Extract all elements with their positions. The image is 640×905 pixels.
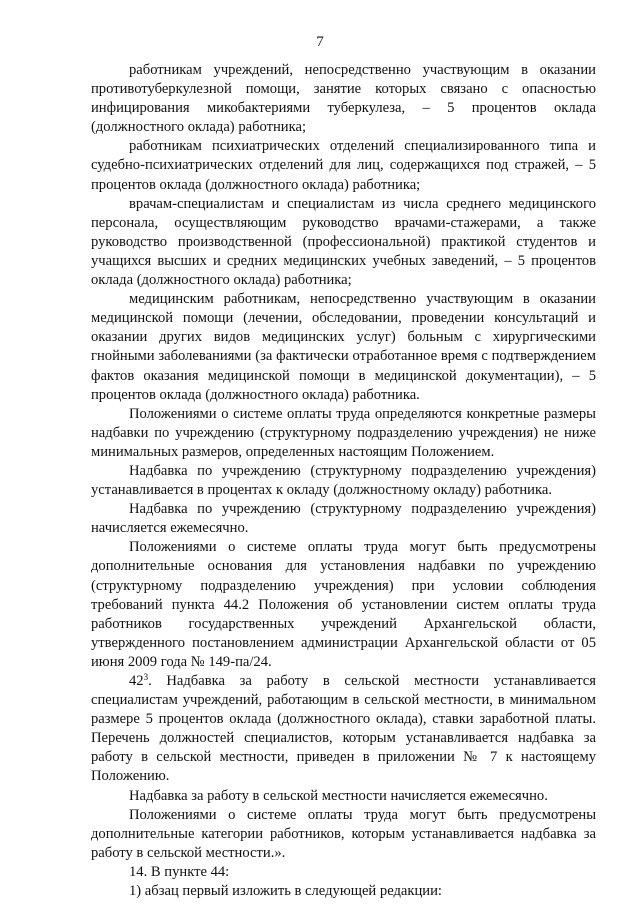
paragraph-item-14: 14. В пункте 44:	[129, 863, 230, 880]
paragraph-item-42-3	[91, 672, 596, 787]
paragraph-rural-monthly: Надбавка за работу в сельской местности начисляется ежемесячно.	[129, 787, 548, 804]
item-number: 42	[129, 673, 144, 689]
paragraph-surgical-staff: медицинским работникам, непосредственно участвующим в оказании медицинской помощи (лечении, обследовании, проведении консультаций и оказании других видов медицинских услуг) больным с хирургическими гнойными заболеваниями (за фактически отработанное время с подтверждением фактов оказания медицинской помощи в медицинской документации), – 5 процентов оклада (должностного оклада) работника.	[91, 291, 596, 403]
paragraph-percent-of-salary: Надбавка по учреждению (структурному подразделению учреждения) устанавливается в процентах к окладу (должностному окладу) работника.	[91, 462, 596, 499]
paragraph-specific-sizes: Положениями о системе оплаты труда определяются конкретные размеры надбавки по учреждению (структурному подразделению учреждения) не ниже минимальных размеров, определенных настоящим Положением.	[91, 405, 596, 460]
paragraph-tuberculosis-staff: работникам учреждений, непосредственно участвующим в оказании противотуберкулезной помощи, занятие которых связано с опасностью инфицирования микобактериями туберкулеза, – 5 процентов оклада (должностного оклада) работника;	[91, 62, 596, 136]
paragraph-additional-grounds: Положениями о системе оплаты труда могут быть предусмотрены дополнительные основания для установления надбавки по учреждению (структурному подразделению учреждения) при условии соблюдения требований пункта 44.2 Положения об установлении систем оплаты труда работников государственных учреждений Архангельской области, утвержденного постановлением администрации Архангельской области от 05 июня 2009 года № 149-па/24.	[91, 539, 596, 670]
document-body	[91, 61, 596, 901]
paragraph-psychiatric-staff: работникам психиатрических отделений специализированного типа и судебно-психиатрических отделений для лиц, содержащихся под стражей, – 5 процентов оклада (должностного оклада) работника;	[91, 138, 596, 193]
item-text: . Надбавка за работу в сельской местности устанавливается специалистам учреждений, работающим в сельской местности, в минимальном размере 5 процентов оклада (должностного оклада), ставки заработной платы. Перечень должностей специалистов, которым устанавливается надбавка за работу в сельской местности, приведен в приложении № 7 к настоящему Положению.	[91, 673, 596, 785]
paragraph-monthly-accrual: Надбавка по учреждению (структурному подразделению учреждения) начисляется ежемесячно.	[91, 501, 596, 537]
paragraph-subitem-1: 1) абзац первый изложить в следующей редакции:	[129, 883, 442, 900]
paragraph-rural-categories: Положениями о системе оплаты труда могут быть предусмотрены дополнительные категории работников, которым устанавливается надбавка за работу в сельской местности.».	[91, 806, 596, 861]
paragraph-intern-supervisors: врачам-специалистам и специалистам из числа среднего медицинского персонала, осуществляющим руководство врачами-стажерами, а также руководство производственной (профессиональной) практикой студентов и учащихся высших и средних медицинских учебных заведений, – 5 процентов оклада (должностного оклада) работника;	[91, 195, 596, 289]
page-number: 7	[316, 34, 324, 50]
item-superscript: 3	[143, 672, 149, 682]
